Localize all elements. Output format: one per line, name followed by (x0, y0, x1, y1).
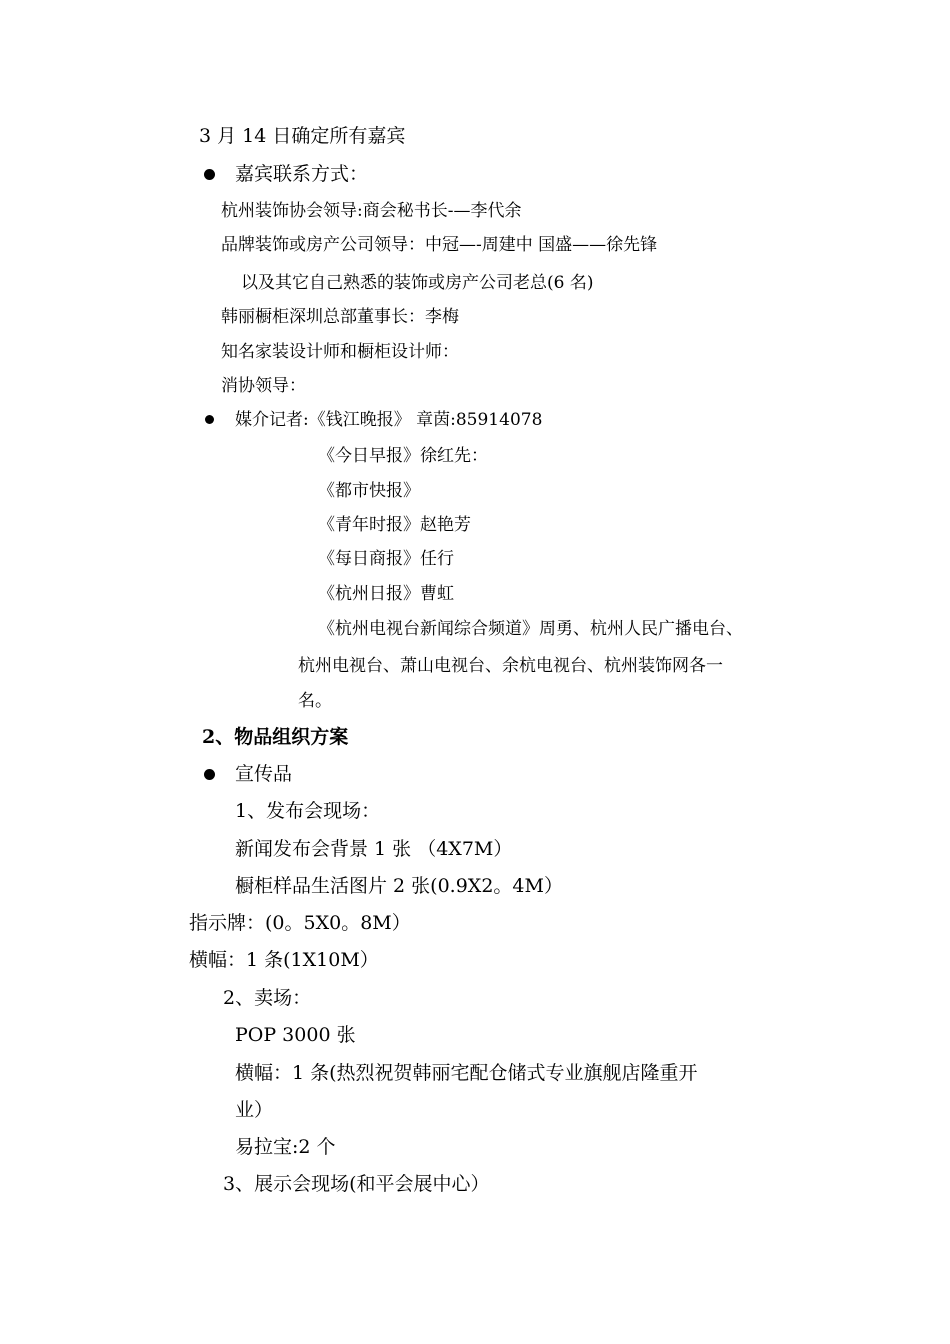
item-line: 3、展示会现场(和平会展中心） (223, 1173, 490, 1195)
guest-line: 杭州装饰协会领导:商会秘书长-—李代余 (221, 201, 522, 221)
item-line: 易拉宝:2 个 (235, 1136, 336, 1158)
guest-contacts-heading: 嘉宾联系方式： (235, 163, 369, 185)
item-line: 指示牌：(0。5X0。8M） (189, 912, 411, 934)
media-line: 《今日早报》徐红先： (318, 446, 488, 466)
item-line: 2、卖场： (223, 987, 312, 1009)
guest-line: 韩丽橱柜深圳总部董事长：李梅 (221, 307, 459, 327)
bullet-icon (204, 769, 215, 780)
item-line: 新闻发布会背景 1 张 （4X7M） (235, 838, 513, 860)
media-line: 《每日商报》任行 (318, 549, 454, 569)
media-line: 《杭州电视台新闻综合频道》周勇、杭州人民广播电台、 (318, 619, 743, 639)
media-line: 《青年时报》赵艳芳 (318, 515, 471, 535)
bullet-icon (205, 415, 214, 424)
item-line: POP 3000 张 (235, 1024, 356, 1046)
media-reporters-line: 媒介记者:《钱江晚报》 章茵:85914078 (235, 410, 543, 430)
guest-line: 以及其它自己熟悉的装饰或房产公司老总(6 名) (241, 273, 594, 293)
item-line: 业） (235, 1099, 274, 1121)
guest-line: 知名家装设计师和橱柜设计师： (221, 342, 459, 362)
item-line: 横幅：1 条(热烈祝贺韩丽宅配仓储式专业旗舰店隆重开 (235, 1062, 698, 1084)
media-line: 《都市快报》 (318, 481, 420, 501)
item-line: 横幅：1 条(1X10M） (189, 949, 379, 971)
item-line: 1、发布会现场： (235, 800, 381, 822)
item-line: 橱柜样品生活图片 2 张(0.9X2。4M） (235, 875, 563, 897)
promo-items-heading: 宣传品 (235, 763, 293, 785)
media-line: 《杭州日报》曹虹 (318, 584, 454, 604)
section-heading: 2、物品组织方案 (202, 726, 349, 748)
media-line: 名。 (298, 691, 332, 711)
bullet-icon (204, 169, 215, 180)
guest-confirm-date: 3 月 14 日确定所有嘉宾 (199, 125, 406, 147)
media-line: 杭州电视台、萧山电视台、余杭电视台、杭州装饰网各一 (298, 656, 723, 676)
guest-line: 品牌装饰或房产公司领导：中冠—-周建中 国盛——徐先锋 (221, 235, 658, 255)
guest-line: 消协领导： (221, 376, 306, 396)
